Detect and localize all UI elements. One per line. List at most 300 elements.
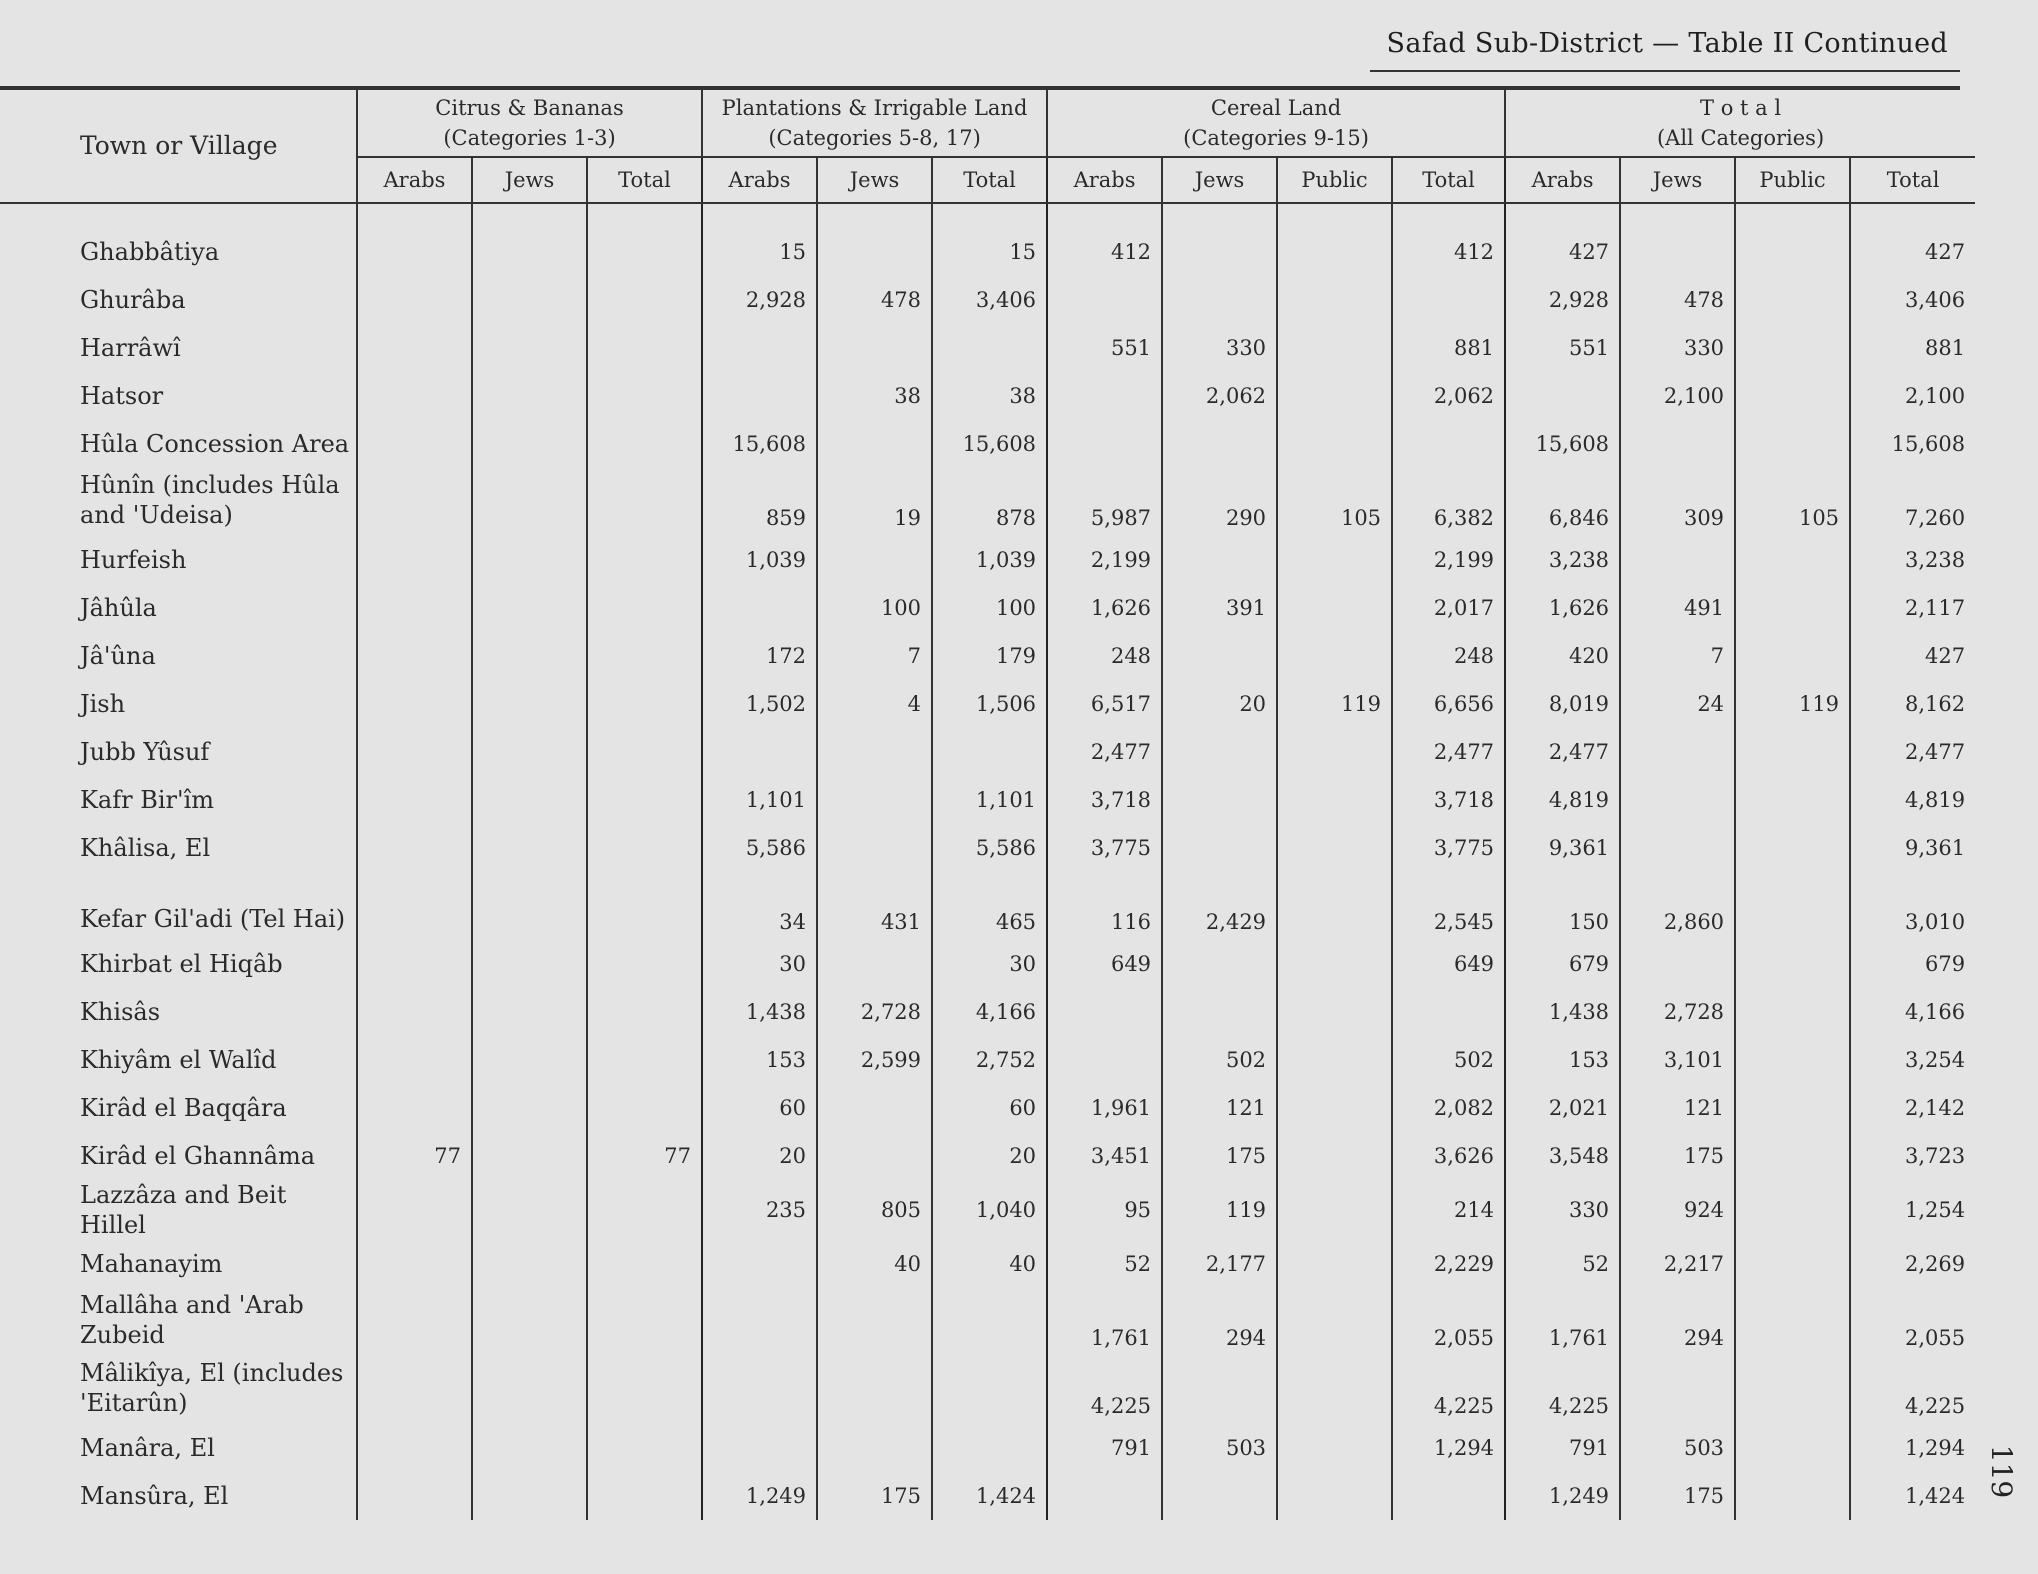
cell-arabs [357, 1036, 472, 1084]
cell-total: 2,055 [1392, 1288, 1505, 1356]
cell-public [1277, 1084, 1392, 1132]
cell-jews [1162, 1356, 1277, 1424]
cell-arabs [357, 1180, 472, 1240]
cell-arabs: 2,021 [1505, 1084, 1620, 1132]
cell-public [1735, 1472, 1850, 1520]
cell-jews: 20 [1162, 680, 1277, 728]
cell-jews: 491 [1620, 584, 1735, 632]
table-row [0, 276, 1975, 324]
cell-total [932, 1288, 1047, 1356]
village-name: Kirâd el Baqqâra [80, 1094, 287, 1122]
cell-public [1277, 728, 1392, 776]
cell-total: 15,608 [1850, 420, 1975, 468]
cell-total: 60 [932, 1084, 1047, 1132]
cell-arabs: 52 [1505, 1240, 1620, 1288]
village-name: Mansûra, El [80, 1482, 229, 1510]
cell-jews: 121 [1162, 1084, 1277, 1132]
group-header-line1: Citrus & Bananas [435, 96, 624, 120]
cell-jews [472, 420, 587, 468]
cell-public [1277, 1356, 1392, 1424]
group-header-line1: T o t a l [1700, 96, 1782, 120]
cell-total: 427 [1850, 632, 1975, 680]
cell-total [587, 1288, 702, 1356]
table-row [0, 468, 1975, 536]
cell-public [1277, 203, 1392, 276]
cell-jews [817, 536, 932, 584]
cell-jews [1620, 776, 1735, 824]
cell-public [1735, 1240, 1850, 1288]
village-name: Lazzâza and Beit Hillel [80, 1181, 287, 1239]
cell-public: 105 [1735, 468, 1850, 536]
village-name: Ghurâba [80, 286, 186, 314]
cell-jews [472, 536, 587, 584]
cell-jews [817, 1424, 932, 1472]
cell-jews [1162, 632, 1277, 680]
cell-public [1735, 420, 1850, 468]
cell-total [587, 420, 702, 468]
cell-jews: 2,429 [1162, 872, 1277, 940]
cell-arabs [1047, 988, 1162, 1036]
cell-arabs: 1,961 [1047, 1084, 1162, 1132]
cell-jews [472, 276, 587, 324]
table-row [0, 203, 1975, 276]
cell-arabs [702, 584, 817, 632]
table-row [0, 372, 1975, 420]
cell-jews [472, 632, 587, 680]
cell-public [1735, 1036, 1850, 1084]
cell-public [1735, 276, 1850, 324]
cell-arabs: 77 [357, 1132, 472, 1180]
cell-public [1735, 1084, 1850, 1132]
cell-arabs: 34 [702, 872, 817, 940]
table-row [0, 728, 1975, 776]
cell-arabs [702, 1240, 817, 1288]
table-row [0, 776, 1975, 824]
cell-arabs [702, 372, 817, 420]
cell-arabs: 649 [1047, 940, 1162, 988]
cell-arabs: 791 [1047, 1424, 1162, 1472]
table-row [0, 1036, 1975, 1084]
cell-jews [1620, 203, 1735, 276]
cell-jews [1162, 1472, 1277, 1520]
cell-jews [472, 988, 587, 1036]
cell-jews [817, 824, 932, 872]
cell-total [587, 584, 702, 632]
cell-arabs [357, 203, 472, 276]
cell-total: 2,117 [1850, 584, 1975, 632]
cell-total [932, 1356, 1047, 1424]
cell-arabs: 95 [1047, 1180, 1162, 1240]
cell-total [587, 1472, 702, 1520]
cell-public: 119 [1735, 680, 1850, 728]
cell-public [1735, 988, 1850, 1036]
cell-total [587, 324, 702, 372]
column-header-total: Total [1392, 157, 1505, 203]
cell-total: 248 [1392, 632, 1505, 680]
cell-arabs [357, 372, 472, 420]
cell-total: 2,477 [1392, 728, 1505, 776]
cell-arabs [357, 468, 472, 536]
cell-jews: 40 [817, 1240, 932, 1288]
table-row [0, 536, 1975, 584]
cell-public [1277, 1288, 1392, 1356]
cell-public [1735, 536, 1850, 584]
table-row [0, 1132, 1975, 1180]
cell-jews [1162, 420, 1277, 468]
cell-public [1735, 824, 1850, 872]
cell-arabs: 1,101 [702, 776, 817, 824]
cell-arabs: 60 [702, 1084, 817, 1132]
cell-jews [472, 203, 587, 276]
cell-total: 881 [1392, 324, 1505, 372]
column-header-jews: Jews [817, 157, 932, 203]
cell-jews [1620, 420, 1735, 468]
cell-public [1277, 776, 1392, 824]
table-row [0, 1288, 1975, 1356]
cell-total [587, 680, 702, 728]
cell-public [1735, 728, 1850, 776]
cell-arabs [357, 420, 472, 468]
cell-total [587, 1036, 702, 1084]
cell-arabs [357, 824, 472, 872]
cell-total: 3,718 [1392, 776, 1505, 824]
table-row [0, 1472, 1975, 1520]
cell-arabs [357, 680, 472, 728]
village-name: Khisâs [80, 998, 161, 1026]
table-row [0, 1356, 1975, 1424]
cell-total [587, 1240, 702, 1288]
cell-public [1277, 1240, 1392, 1288]
cell-arabs: 791 [1505, 1424, 1620, 1472]
cell-total: 502 [1392, 1036, 1505, 1084]
cell-arabs: 551 [1047, 324, 1162, 372]
cell-public [1277, 1180, 1392, 1240]
cell-arabs [357, 632, 472, 680]
cell-total: 1,039 [932, 536, 1047, 584]
cell-jews [1162, 988, 1277, 1036]
cell-total: 6,382 [1392, 468, 1505, 536]
cell-arabs: 3,718 [1047, 776, 1162, 824]
cell-arabs: 420 [1505, 632, 1620, 680]
village-name: Kefar Gil'adi (Tel Hai) [80, 905, 346, 933]
cell-total: 77 [587, 1132, 702, 1180]
cell-total [587, 632, 702, 680]
cell-jews [472, 584, 587, 632]
cell-jews [472, 1288, 587, 1356]
cell-arabs: 153 [702, 1036, 817, 1084]
cell-jews: 2,217 [1620, 1240, 1735, 1288]
cell-jews [472, 1356, 587, 1424]
cell-total [587, 940, 702, 988]
village-name: Hurfeish [80, 546, 187, 574]
cell-jews [472, 1036, 587, 1084]
cell-total: 4,819 [1850, 776, 1975, 824]
cell-public [1277, 1424, 1392, 1472]
village-name: Kafr Bir'îm [80, 786, 215, 814]
cell-arabs [357, 988, 472, 1036]
cell-arabs [1047, 420, 1162, 468]
cell-arabs: 1,502 [702, 680, 817, 728]
cell-total [587, 872, 702, 940]
cell-arabs: 150 [1505, 872, 1620, 940]
cell-jews: 924 [1620, 1180, 1735, 1240]
cell-arabs [702, 1356, 817, 1424]
cell-public [1277, 536, 1392, 584]
cell-arabs: 8,019 [1505, 680, 1620, 728]
cell-jews [472, 1132, 587, 1180]
cell-total: 427 [1850, 203, 1975, 276]
cell-jews: 2,100 [1620, 372, 1735, 420]
cell-total: 1,101 [932, 776, 1047, 824]
cell-public [1735, 203, 1850, 276]
cell-total: 8,162 [1850, 680, 1975, 728]
cell-jews [472, 1180, 587, 1240]
cell-arabs: 1,438 [702, 988, 817, 1036]
cell-jews: 2,728 [1620, 988, 1735, 1036]
village-name: Jâ'ûna [80, 642, 156, 670]
cell-jews: 121 [1620, 1084, 1735, 1132]
cell-jews [472, 824, 587, 872]
cell-total: 30 [932, 940, 1047, 988]
village-name: Jubb Yûsuf [80, 738, 210, 766]
cell-jews: 2,599 [817, 1036, 932, 1084]
cell-total: 15,608 [932, 420, 1047, 468]
table-row [0, 824, 1975, 872]
cell-arabs [702, 1288, 817, 1356]
cell-total: 9,361 [1850, 824, 1975, 872]
cell-jews: 175 [1162, 1132, 1277, 1180]
cell-arabs [357, 1288, 472, 1356]
cell-jews [817, 1132, 932, 1180]
cell-total [587, 1180, 702, 1240]
cell-jews: 24 [1620, 680, 1735, 728]
cell-arabs: 412 [1047, 203, 1162, 276]
cell-arabs: 3,548 [1505, 1132, 1620, 1180]
column-header-public: Public [1735, 157, 1850, 203]
cell-arabs: 1,761 [1505, 1288, 1620, 1356]
village-name: Harrâwî [80, 334, 181, 362]
cell-arabs: 15,608 [702, 420, 817, 468]
cell-jews [472, 1472, 587, 1520]
group-header-line2: (Categories 1-3) [443, 126, 616, 150]
cell-arabs: 1,626 [1505, 584, 1620, 632]
cell-jews: 502 [1162, 1036, 1277, 1084]
village-name: Hûla Concession Area [80, 430, 350, 458]
cell-jews: 290 [1162, 468, 1277, 536]
page-number: 119 [1984, 1444, 2018, 1499]
village-name: Mahanayim [80, 1250, 223, 1278]
cell-arabs [1047, 276, 1162, 324]
group-header-cereal [1047, 90, 1505, 157]
column-header-jews: Jews [1162, 157, 1277, 203]
cell-jews: 7 [817, 632, 932, 680]
cell-jews [1162, 776, 1277, 824]
cell-arabs: 235 [702, 1180, 817, 1240]
cell-arabs: 1,626 [1047, 584, 1162, 632]
cell-total: 1,294 [1850, 1424, 1975, 1472]
cell-jews: 294 [1162, 1288, 1277, 1356]
cell-jews: 294 [1620, 1288, 1735, 1356]
cell-total: 2,062 [1392, 372, 1505, 420]
group-header-citrus [357, 90, 702, 157]
column-header-public: Public [1277, 157, 1392, 203]
cell-total: 465 [932, 872, 1047, 940]
cell-arabs: 3,238 [1505, 536, 1620, 584]
cell-jews: 175 [1620, 1472, 1735, 1520]
cell-arabs: 1,249 [702, 1472, 817, 1520]
cell-jews [472, 1424, 587, 1472]
column-header-total: Total [1850, 157, 1975, 203]
cell-total: 3,723 [1850, 1132, 1975, 1180]
cell-arabs: 2,477 [1505, 728, 1620, 776]
village-name: Mallâha and 'Arab Zubeid [80, 1291, 304, 1349]
cell-arabs [357, 584, 472, 632]
cell-arabs: 551 [1505, 324, 1620, 372]
cell-jews: 19 [817, 468, 932, 536]
cell-jews [817, 728, 932, 776]
cell-total: 6,656 [1392, 680, 1505, 728]
cell-total: 100 [932, 584, 1047, 632]
cell-total [587, 468, 702, 536]
village-name: Mâlikîya, El (includes 'Eitarûn) [80, 1359, 344, 1417]
cell-total: 679 [1850, 940, 1975, 988]
cell-jews: 503 [1162, 1424, 1277, 1472]
column-header-jews: Jews [472, 157, 587, 203]
cell-total: 3,238 [1850, 536, 1975, 584]
cell-jews [817, 420, 932, 468]
village-name: Khirbat el Hiqâb [80, 950, 283, 978]
cell-total: 1,254 [1850, 1180, 1975, 1240]
village-name: Manâra, El [80, 1434, 215, 1462]
cell-public [1277, 324, 1392, 372]
cell-public [1277, 372, 1392, 420]
cell-arabs [357, 1240, 472, 1288]
cell-public [1735, 1424, 1850, 1472]
table-body [0, 203, 1975, 1520]
cell-total [1392, 988, 1505, 1036]
cell-public [1735, 872, 1850, 940]
cell-arabs: 6,846 [1505, 468, 1620, 536]
cell-jews: 2,062 [1162, 372, 1277, 420]
cell-arabs [357, 1472, 472, 1520]
cell-jews [472, 324, 587, 372]
cell-jews: 2,177 [1162, 1240, 1277, 1288]
village-name: Jish [80, 690, 126, 718]
cell-arabs: 1,039 [702, 536, 817, 584]
cell-jews [472, 872, 587, 940]
cell-arabs: 1,761 [1047, 1288, 1162, 1356]
table-row [0, 988, 1975, 1036]
cell-total [932, 324, 1047, 372]
table-row [0, 940, 1975, 988]
cell-total: 20 [932, 1132, 1047, 1180]
cell-jews [1620, 536, 1735, 584]
cell-total: 2,545 [1392, 872, 1505, 940]
cell-arabs [357, 728, 472, 776]
cell-total [1392, 1472, 1505, 1520]
cell-public [1735, 1132, 1850, 1180]
cell-total [587, 988, 702, 1036]
cell-jews [472, 372, 587, 420]
cell-jews: 2,728 [817, 988, 932, 1036]
cell-public: 105 [1277, 468, 1392, 536]
page-title: Safad Sub-District — Table II Continued [1386, 28, 1948, 59]
cell-total: 3,775 [1392, 824, 1505, 872]
table-row [0, 1424, 1975, 1472]
cell-arabs: 15 [702, 203, 817, 276]
cell-total: 2,199 [1392, 536, 1505, 584]
cell-arabs: 2,199 [1047, 536, 1162, 584]
cell-jews [1162, 276, 1277, 324]
cell-arabs: 6,517 [1047, 680, 1162, 728]
cell-total: 2,269 [1850, 1240, 1975, 1288]
cell-jews: 4 [817, 680, 932, 728]
cell-arabs [357, 276, 472, 324]
cell-jews [1162, 940, 1277, 988]
cell-total: 4,225 [1392, 1356, 1505, 1424]
column-header-jews: Jews [1620, 157, 1735, 203]
cell-public [1735, 324, 1850, 372]
cell-jews [472, 680, 587, 728]
cell-arabs: 4,819 [1505, 776, 1620, 824]
cell-public [1277, 824, 1392, 872]
cell-total [587, 536, 702, 584]
cell-total: 3,406 [1850, 276, 1975, 324]
cell-arabs: 5,987 [1047, 468, 1162, 536]
cell-arabs [357, 1356, 472, 1424]
cell-jews: 119 [1162, 1180, 1277, 1240]
cell-jews [1162, 728, 1277, 776]
cell-public [1735, 1180, 1850, 1240]
column-header-total: Total [587, 157, 702, 203]
cell-total [932, 1424, 1047, 1472]
cell-arabs: 2,928 [1505, 276, 1620, 324]
cell-total: 3,406 [932, 276, 1047, 324]
cell-jews [817, 203, 932, 276]
cell-public [1277, 584, 1392, 632]
cell-public [1277, 1132, 1392, 1180]
village-name: Kirâd el Ghannâma [80, 1142, 316, 1170]
cell-public [1277, 632, 1392, 680]
cell-total: 4,166 [932, 988, 1047, 1036]
cell-jews [1162, 824, 1277, 872]
cell-total: 40 [932, 1240, 1047, 1288]
cell-arabs [357, 1424, 472, 1472]
table-row [0, 872, 1975, 940]
group-header-row [0, 90, 1975, 157]
cell-arabs [357, 776, 472, 824]
cell-arabs [702, 1424, 817, 1472]
cell-arabs: 679 [1505, 940, 1620, 988]
cell-jews [472, 1240, 587, 1288]
group-header-line2: (Categories 9-15) [1183, 126, 1369, 150]
cell-total: 2,017 [1392, 584, 1505, 632]
cell-jews: 431 [817, 872, 932, 940]
cell-public [1735, 584, 1850, 632]
cell-jews: 478 [817, 276, 932, 324]
cell-total: 1,424 [932, 1472, 1047, 1520]
group-header-line2: (All Categories) [1656, 126, 1825, 150]
cell-public [1277, 1036, 1392, 1084]
cell-jews [1620, 728, 1735, 776]
group-header-line1: Plantations & Irrigable Land [721, 96, 1028, 120]
cell-total: 1,294 [1392, 1424, 1505, 1472]
cell-total: 412 [1392, 203, 1505, 276]
cell-total [587, 372, 702, 420]
cell-total [587, 728, 702, 776]
cell-arabs [357, 324, 472, 372]
cell-total: 179 [932, 632, 1047, 680]
